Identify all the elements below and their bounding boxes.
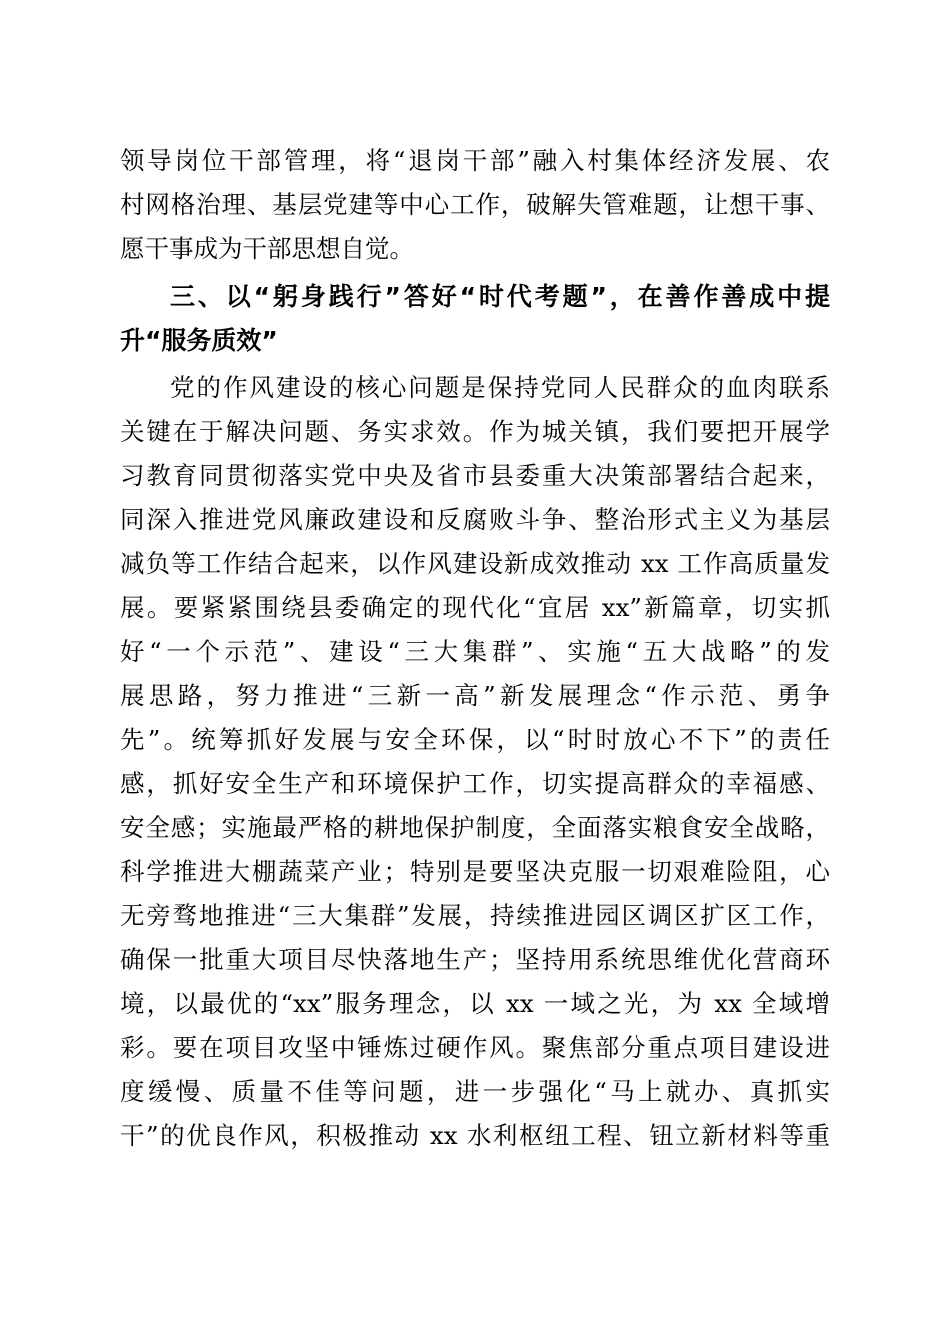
paragraph-2-line-1: 党的作风建设的核心问题是保持党同人民群众的血肉联系: [170, 373, 830, 402]
paragraph-2-line-13: 无旁骛地推进“三大集群”发展，持续推进园区调区扩区工作，: [120, 901, 830, 930]
paragraph-2-line-8: 展思路，努力推进“三新一高”新发展理念“作示范、勇争: [120, 681, 830, 710]
paragraph-2-line-3: 习教育同贯彻落实党中央及省市县委重大决策部署结合起来，: [120, 461, 830, 490]
paragraph-2-line-11: 安全感；实施最严格的耕地保护制度，全面落实粮食安全战略，: [120, 813, 830, 842]
paragraph-2-line-15: 境，以最优的“xx”服务理念，以 xx 一域之光，为 xx 全域增: [120, 989, 830, 1018]
paragraph-2-line-6: 展。要紧紧围绕县委确定的现代化“宜居 xx”新篇章，切实抓: [120, 593, 830, 622]
paragraph-2-line-7: 好“一个示范”、建设“三大集群”、实施“五大战略”的发: [120, 637, 830, 666]
section-heading-line-2: 升“服务质效”: [120, 326, 278, 355]
paragraph-1-line-1: 领导岗位干部管理，将“退岗干部”融入村集体经济发展、农: [120, 146, 830, 175]
paragraph-2-line-12: 科学推进大棚蔬菜产业；特别是要坚决克服一切艰难险阻，心: [120, 857, 830, 886]
paragraph-2-line-16: 彩。要在项目攻坚中锤炼过硬作风。聚焦部分重点项目建设进: [120, 1033, 830, 1062]
paragraph-2-line-17: 度缓慢、质量不佳等问题，进一步强化“马上就办、真抓实: [120, 1077, 830, 1106]
paragraph-2-line-18: 干”的优良作风，积极推动 xx 水利枢纽工程、钮立新材料等重: [120, 1121, 830, 1150]
paragraph-2-line-2: 关键在于解决问题、务实求效。作为城关镇，我们要把开展学: [120, 417, 830, 446]
paragraph-2-line-9: 先”。统筹抓好发展与安全环保，以“时时放心不下”的责任: [120, 725, 830, 754]
paragraph-2-line-5: 减负等工作结合起来，以作风建设新成效推动 xx 工作高质量发: [120, 549, 830, 578]
paragraph-2-line-4: 同深入推进党风廉政建设和反腐败斗争、整治形式主义为基层: [120, 505, 830, 534]
section-heading-line-1: 三、以“躬身践行”答好“时代考题”，在善作善成中提: [170, 282, 830, 311]
paragraph-1-line-2: 村网格治理、基层党建等中心工作，破解失管难题，让想干事、: [120, 190, 830, 219]
paragraph-1-line-3: 愿干事成为干部思想自觉。: [120, 234, 414, 263]
paragraph-2-line-10: 感，抓好安全生产和环境保护工作，切实提高群众的幸福感、: [120, 769, 830, 798]
paragraph-2-line-14: 确保一批重大项目尽快落地生产；坚持用系统思维优化营商环: [120, 945, 830, 974]
